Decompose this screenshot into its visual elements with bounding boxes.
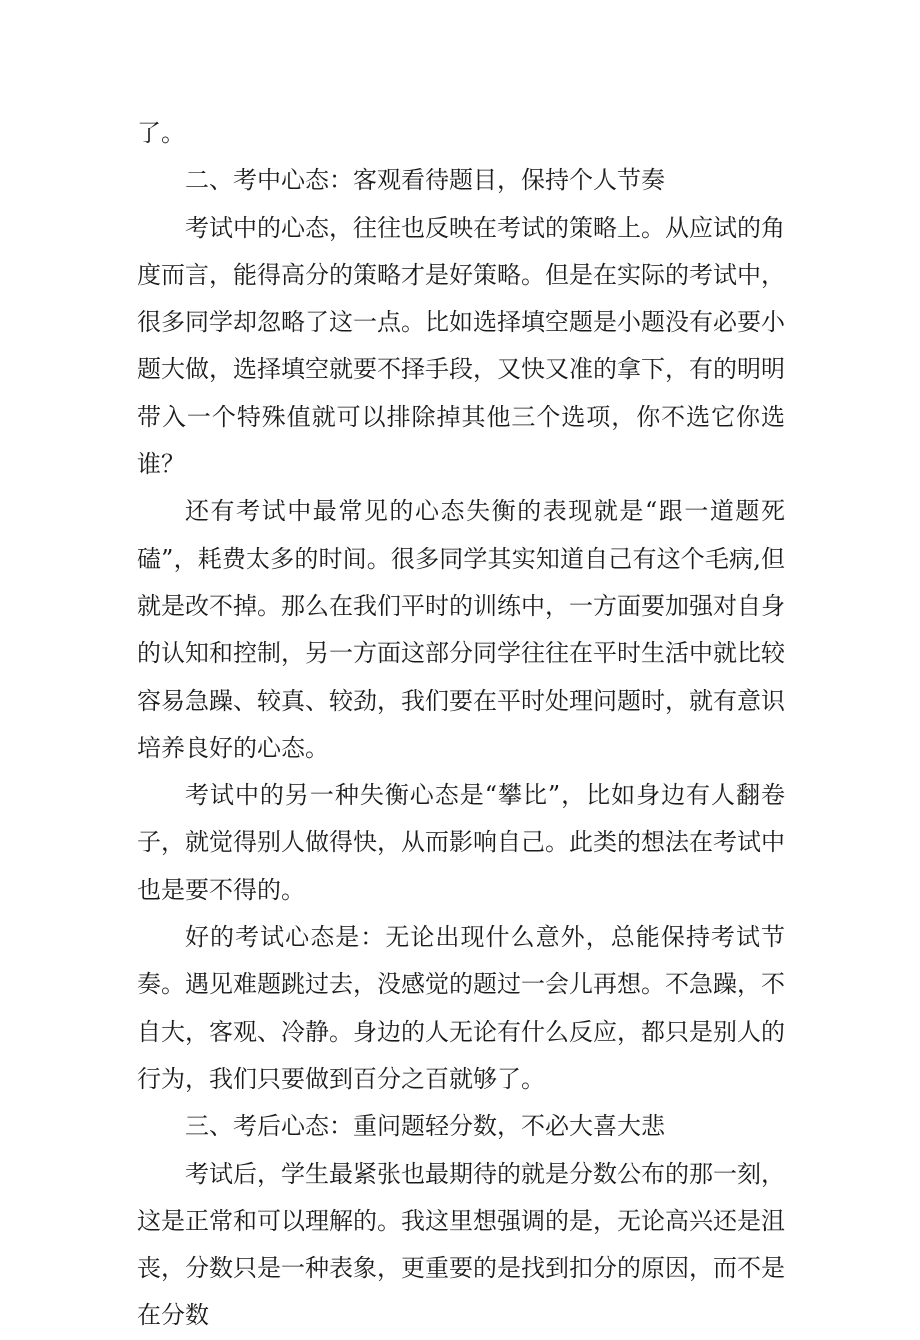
paragraph-stuck-on-question: 还有考试中最常见的心态失衡的表现就是“跟一道题死磕”，耗费太多的时间。很多同学其实知道自己有这个毛病,但就是改不掉。那么在我们平时的训练中，一方面要加强对自身的认知和控制，另一方面这部分同学往往在平时生活中就比较容易急躁、较真、较劲，我们要在平时处理问题时，就有意识培养良好的心态。 xyxy=(137,497,785,762)
paragraph-comparison-mindset: 考试中的另一种失衡心态是“攀比”，比如身边有人翻卷子，就觉得别人做得快，从而影响自己。此类的想法在考试中也是要不得的。 xyxy=(137,781,785,904)
section-heading-during-exam: 二、考中心态：客观看待题目，保持个人节奏 xyxy=(185,166,665,195)
paragraph-after-exam: 考试后，学生最紧张也最期待的就是分数公布的那一刻，这是正常和可以理解的。我这里想强调的是，无论高兴还是沮丧，分数只是一种表象，更重要的是找到扣分的原因，而不是在分数 xyxy=(137,1159,785,1330)
paragraph-exam-strategy: 考试中的心态，往往也反映在考试的策略上。从应试的角度而言，能得高分的策略才是好策略。但是在实际的考试中，很多同学却忽略了这一点。比如选择填空题是小题没有必要小题大做，选择填空就要不择手段，又快又准的拿下，有的明明带入一个特殊值就可以排除掉其他三个选项，你不选它你选谁？ xyxy=(137,213,785,479)
paragraph-good-mindset: 好的考试心态是：无论出现什么意外，总能保持考试节奏。遇见难题跳过去，没感觉的题过一会儿再想。不急躁，不自大，客观、冷静。身边的人无论有什么反应，都只是别人的行为，我们只要做到百分之百就够了。 xyxy=(137,923,785,1093)
document-body xyxy=(137,110,785,1340)
section-heading-after-exam: 三、考后心态：重问题轻分数，不必大喜大悲 xyxy=(185,1112,665,1141)
paragraph-continuation: 了。 xyxy=(137,119,185,147)
